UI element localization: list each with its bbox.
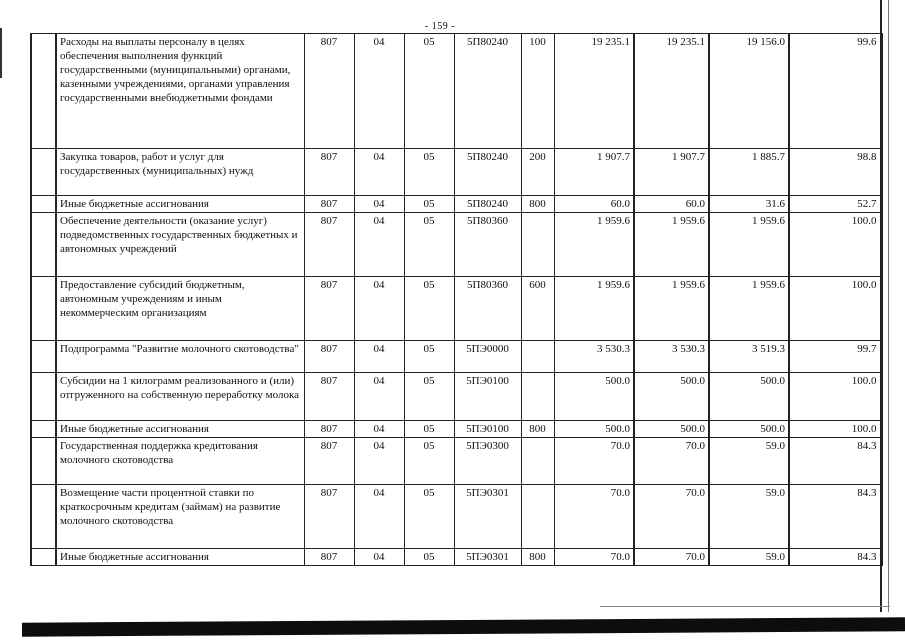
row-section: 04 [354,341,404,373]
row-subsection: 05 [404,34,454,149]
row-value-2: 500.0 [634,421,709,438]
row-value-1: 500.0 [554,421,634,438]
row-percent: 100.0 [789,277,881,341]
row-gutter [31,277,56,341]
row-section: 04 [354,421,404,438]
row-value-2: 70.0 [634,438,709,485]
row-name: Предоставление субсидий бюджетным, автономным учреждениям и иным некоммерческим организациям [56,277,304,341]
row-ministry: 807 [304,341,354,373]
row-value-2: 19 235.1 [634,34,709,149]
row-section: 04 [354,149,404,196]
row-subsection: 05 [404,277,454,341]
row-value-3: 1 885.7 [709,149,789,196]
row-name: Иные бюджетные ассигнования [56,196,304,213]
table-row [31,149,881,196]
row-target: 5ПЭ0100 [454,421,521,438]
row-target: 5П80360 [454,213,521,277]
row-name: Иные бюджетные ассигнования [56,549,304,566]
row-gutter [31,549,56,566]
budget-table [30,33,883,566]
row-section: 04 [354,196,404,213]
row-value-1: 19 235.1 [554,34,634,149]
table-row [31,277,881,341]
row-value-1: 60.0 [554,196,634,213]
row-gutter [31,373,56,421]
row-value-3: 3 519.3 [709,341,789,373]
row-section: 04 [354,485,404,549]
row-subsection: 05 [404,196,454,213]
row-section: 04 [354,213,404,277]
row-ministry: 807 [304,438,354,485]
row-value-3: 31.6 [709,196,789,213]
row-value-3: 19 156.0 [709,34,789,149]
row-target: 5П80240 [454,149,521,196]
row-value-2: 1 907.7 [634,149,709,196]
row-value-1: 3 530.3 [554,341,634,373]
table-body [31,34,881,566]
row-value-3: 1 959.6 [709,213,789,277]
row-target: 5ПЭ0301 [454,485,521,549]
row-name: Закупка товаров, работ и услуг для государственных (муниципальных) нужд [56,149,304,196]
row-name: Иные бюджетные ассигнования [56,421,304,438]
row-value-2: 500.0 [634,373,709,421]
row-type: 100 [521,34,554,149]
scan-left-edge [0,28,5,78]
row-subsection: 05 [404,549,454,566]
row-ministry: 807 [304,149,354,196]
row-value-2: 1 959.6 [634,213,709,277]
row-subsection: 05 [404,373,454,421]
row-ministry: 807 [304,213,354,277]
row-type [521,213,554,277]
row-gutter [31,341,56,373]
row-type: 200 [521,149,554,196]
row-percent: 84.3 [789,485,881,549]
scan-shadow-line [600,606,890,607]
page-number: - 159 - [424,21,456,32]
row-ministry: 807 [304,34,354,149]
row-ministry: 807 [304,421,354,438]
row-ministry: 807 [304,277,354,341]
row-name: Государственная поддержка кредитования молочного скотоводства [56,438,304,485]
row-value-1: 1 907.7 [554,149,634,196]
row-type [521,485,554,549]
row-value-1: 500.0 [554,373,634,421]
row-ministry: 807 [304,549,354,566]
row-section: 04 [354,438,404,485]
row-gutter [31,149,56,196]
table-row [31,438,881,485]
row-target: 5ПЭ0100 [454,373,521,421]
row-name: Возмещение части процентной ставки по краткосрочным кредитам (займам) на развитие молочного скотоводства [56,485,304,549]
row-gutter [31,34,56,149]
row-gutter [31,213,56,277]
row-target: 5ПЭ0300 [454,438,521,485]
row-name: Субсидии на 1 килограмм реализованного и (или) отгруженного на собственную переработку молока [56,373,304,421]
scan-bottom-edge [22,617,905,636]
row-value-3: 59.0 [709,549,789,566]
table-row [31,373,881,421]
row-percent: 84.3 [789,549,881,566]
row-name: Обеспечение деятельности (оказание услуг) подведомственных государственных бюджетных и автономных учреждений [56,213,304,277]
row-target: 5ПЭ0301 [454,549,521,566]
row-percent: 99.7 [789,341,881,373]
row-value-2: 1 959.6 [634,277,709,341]
row-type [521,341,554,373]
table-row [31,213,881,277]
row-value-1: 70.0 [554,549,634,566]
row-type: 800 [521,196,554,213]
row-type: 800 [521,421,554,438]
row-value-1: 1 959.6 [554,277,634,341]
row-percent: 84.3 [789,438,881,485]
row-value-3: 500.0 [709,373,789,421]
row-value-1: 70.0 [554,438,634,485]
row-subsection: 05 [404,341,454,373]
row-gutter [31,485,56,549]
row-gutter [31,196,56,213]
row-target: 5ПЭ0000 [454,341,521,373]
row-ministry: 807 [304,196,354,213]
row-section: 04 [354,277,404,341]
row-subsection: 05 [404,485,454,549]
table-row [31,34,881,149]
row-subsection: 05 [404,421,454,438]
row-value-2: 3 530.3 [634,341,709,373]
row-target: 5П80240 [454,34,521,149]
row-target: 5П80360 [454,277,521,341]
row-value-2: 70.0 [634,485,709,549]
row-value-2: 70.0 [634,549,709,566]
row-type: 600 [521,277,554,341]
table-row [31,485,881,549]
row-percent: 99.6 [789,34,881,149]
row-section: 04 [354,34,404,149]
row-target: 5П80240 [454,196,521,213]
row-ministry: 807 [304,373,354,421]
row-type: 800 [521,549,554,566]
row-subsection: 05 [404,149,454,196]
table-row [31,421,881,438]
table-row [31,549,881,566]
row-section: 04 [354,373,404,421]
row-value-3: 1 959.6 [709,277,789,341]
row-percent: 98.8 [789,149,881,196]
table-row [31,196,881,213]
row-percent: 100.0 [789,213,881,277]
row-value-3: 500.0 [709,421,789,438]
row-value-3: 59.0 [709,485,789,549]
row-value-2: 60.0 [634,196,709,213]
row-ministry: 807 [304,485,354,549]
row-percent: 100.0 [789,373,881,421]
row-value-3: 59.0 [709,438,789,485]
row-gutter [31,421,56,438]
row-subsection: 05 [404,213,454,277]
row-type [521,373,554,421]
row-gutter [31,438,56,485]
row-percent: 100.0 [789,421,881,438]
row-type [521,438,554,485]
row-value-1: 1 959.6 [554,213,634,277]
row-percent: 52.7 [789,196,881,213]
row-subsection: 05 [404,438,454,485]
row-section: 04 [354,549,404,566]
row-name: Подпрограмма "Развитие молочного скотоводства" [56,341,304,373]
table-row [31,341,881,373]
row-value-1: 70.0 [554,485,634,549]
row-name: Расходы на выплаты персоналу в целях обеспечения выполнения функций государственными (муниципальными) органами, казенными учреждениями, органами управления государственными внебюджетными фондами [56,34,304,149]
